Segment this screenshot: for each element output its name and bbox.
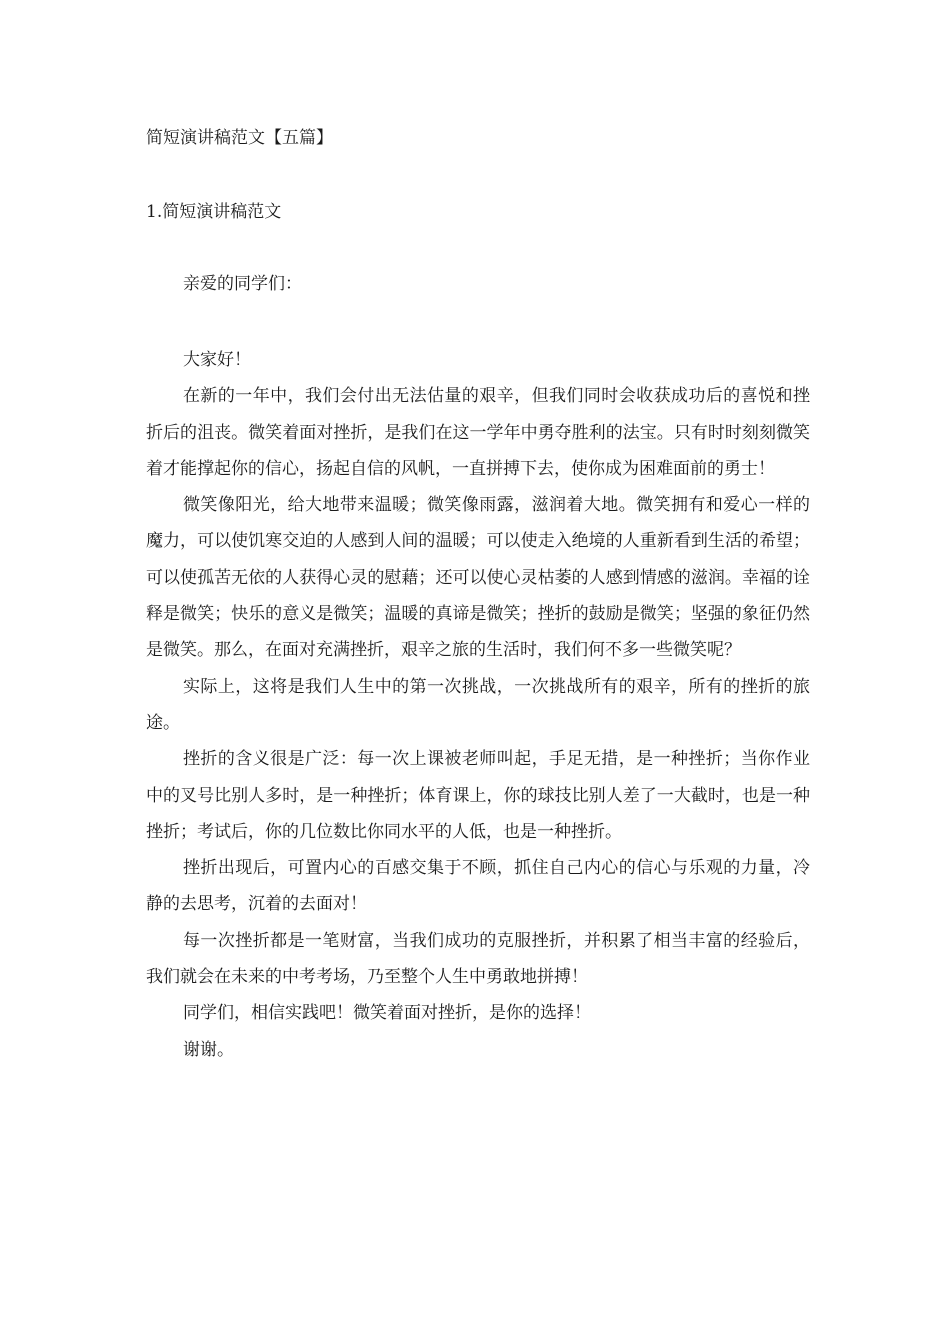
paragraph: 在新的一年中，我们会付出无法估量的艰辛，但我们同时会收获成功后的喜悦和挫折后的沮丧。微笑着面对挫折，是我们在这一学年中勇夺胜利的法宝。只有时时刻刻微笑着才能撑起你的信心，扬起自信的风帆，一直拼搏下去，使你成为困难面前的勇士！ (146, 386, 810, 479)
paragraph-closing: 谢谢。 (183, 1039, 234, 1060)
paragraph: 每一次挫折都是一笔财富，当我们成功的克服挫折，并积累了相当丰富的经验后，我们就会在未来的中考考场，乃至整个人生中勇敢地拼搏！ (146, 930, 810, 988)
document-title: 简短演讲稿范文【五篇】 (146, 128, 333, 148)
paragraph: 挫折出现后，可置内心的百感交集于不顾，抓住自己内心的信心与乐观的力量，冷静的去思考，沉着的去面对！ (146, 858, 810, 915)
speech-body (146, 342, 810, 1068)
paragraph: 挫折的含义很是广泛：每一次上课被老师叫起，手足无措，是一种挫折；当你作业中的叉号比别人多时，是一种挫折；体育课上，你的球技比别人差了一大截时，也是一种挫折；考试后，你的几位数比你同水平的人低，也是一种挫折。 (146, 749, 810, 842)
paragraph: 实际上，这将是我们人生中的第一次挑战，一次挑战所有的艰辛，所有的挫折的旅途。 (146, 676, 810, 733)
paragraph: 微笑像阳光，给大地带来温暖；微笑像雨露，滋润着大地。微笑拥有和爱心一样的魔力，可以使饥寒交迫的人感到人间的温暖；可以使走入绝境的人重新看到生活的希望；可以使孤苦无依的人获得心灵的慰藉；还可以使心灵枯萎的人感到情感的滋润。幸福的诠释是微笑；快乐的意义是微笑；温暖的真谛是微笑；挫折的鼓励是微笑；坚强的象征仍然是微笑。那么，在面对充满挫折，艰辛之旅的生活时，我们何不多一些微笑呢？ (146, 495, 810, 661)
paragraph-greeting: 大家好！ (183, 350, 251, 370)
salutation: 亲爱的同学们： (183, 274, 302, 294)
section-heading: 1.简短演讲稿范文 (146, 202, 282, 222)
paragraph: 同学们，相信实践吧！微笑着面对挫折，是你的选择！ (183, 1003, 591, 1024)
